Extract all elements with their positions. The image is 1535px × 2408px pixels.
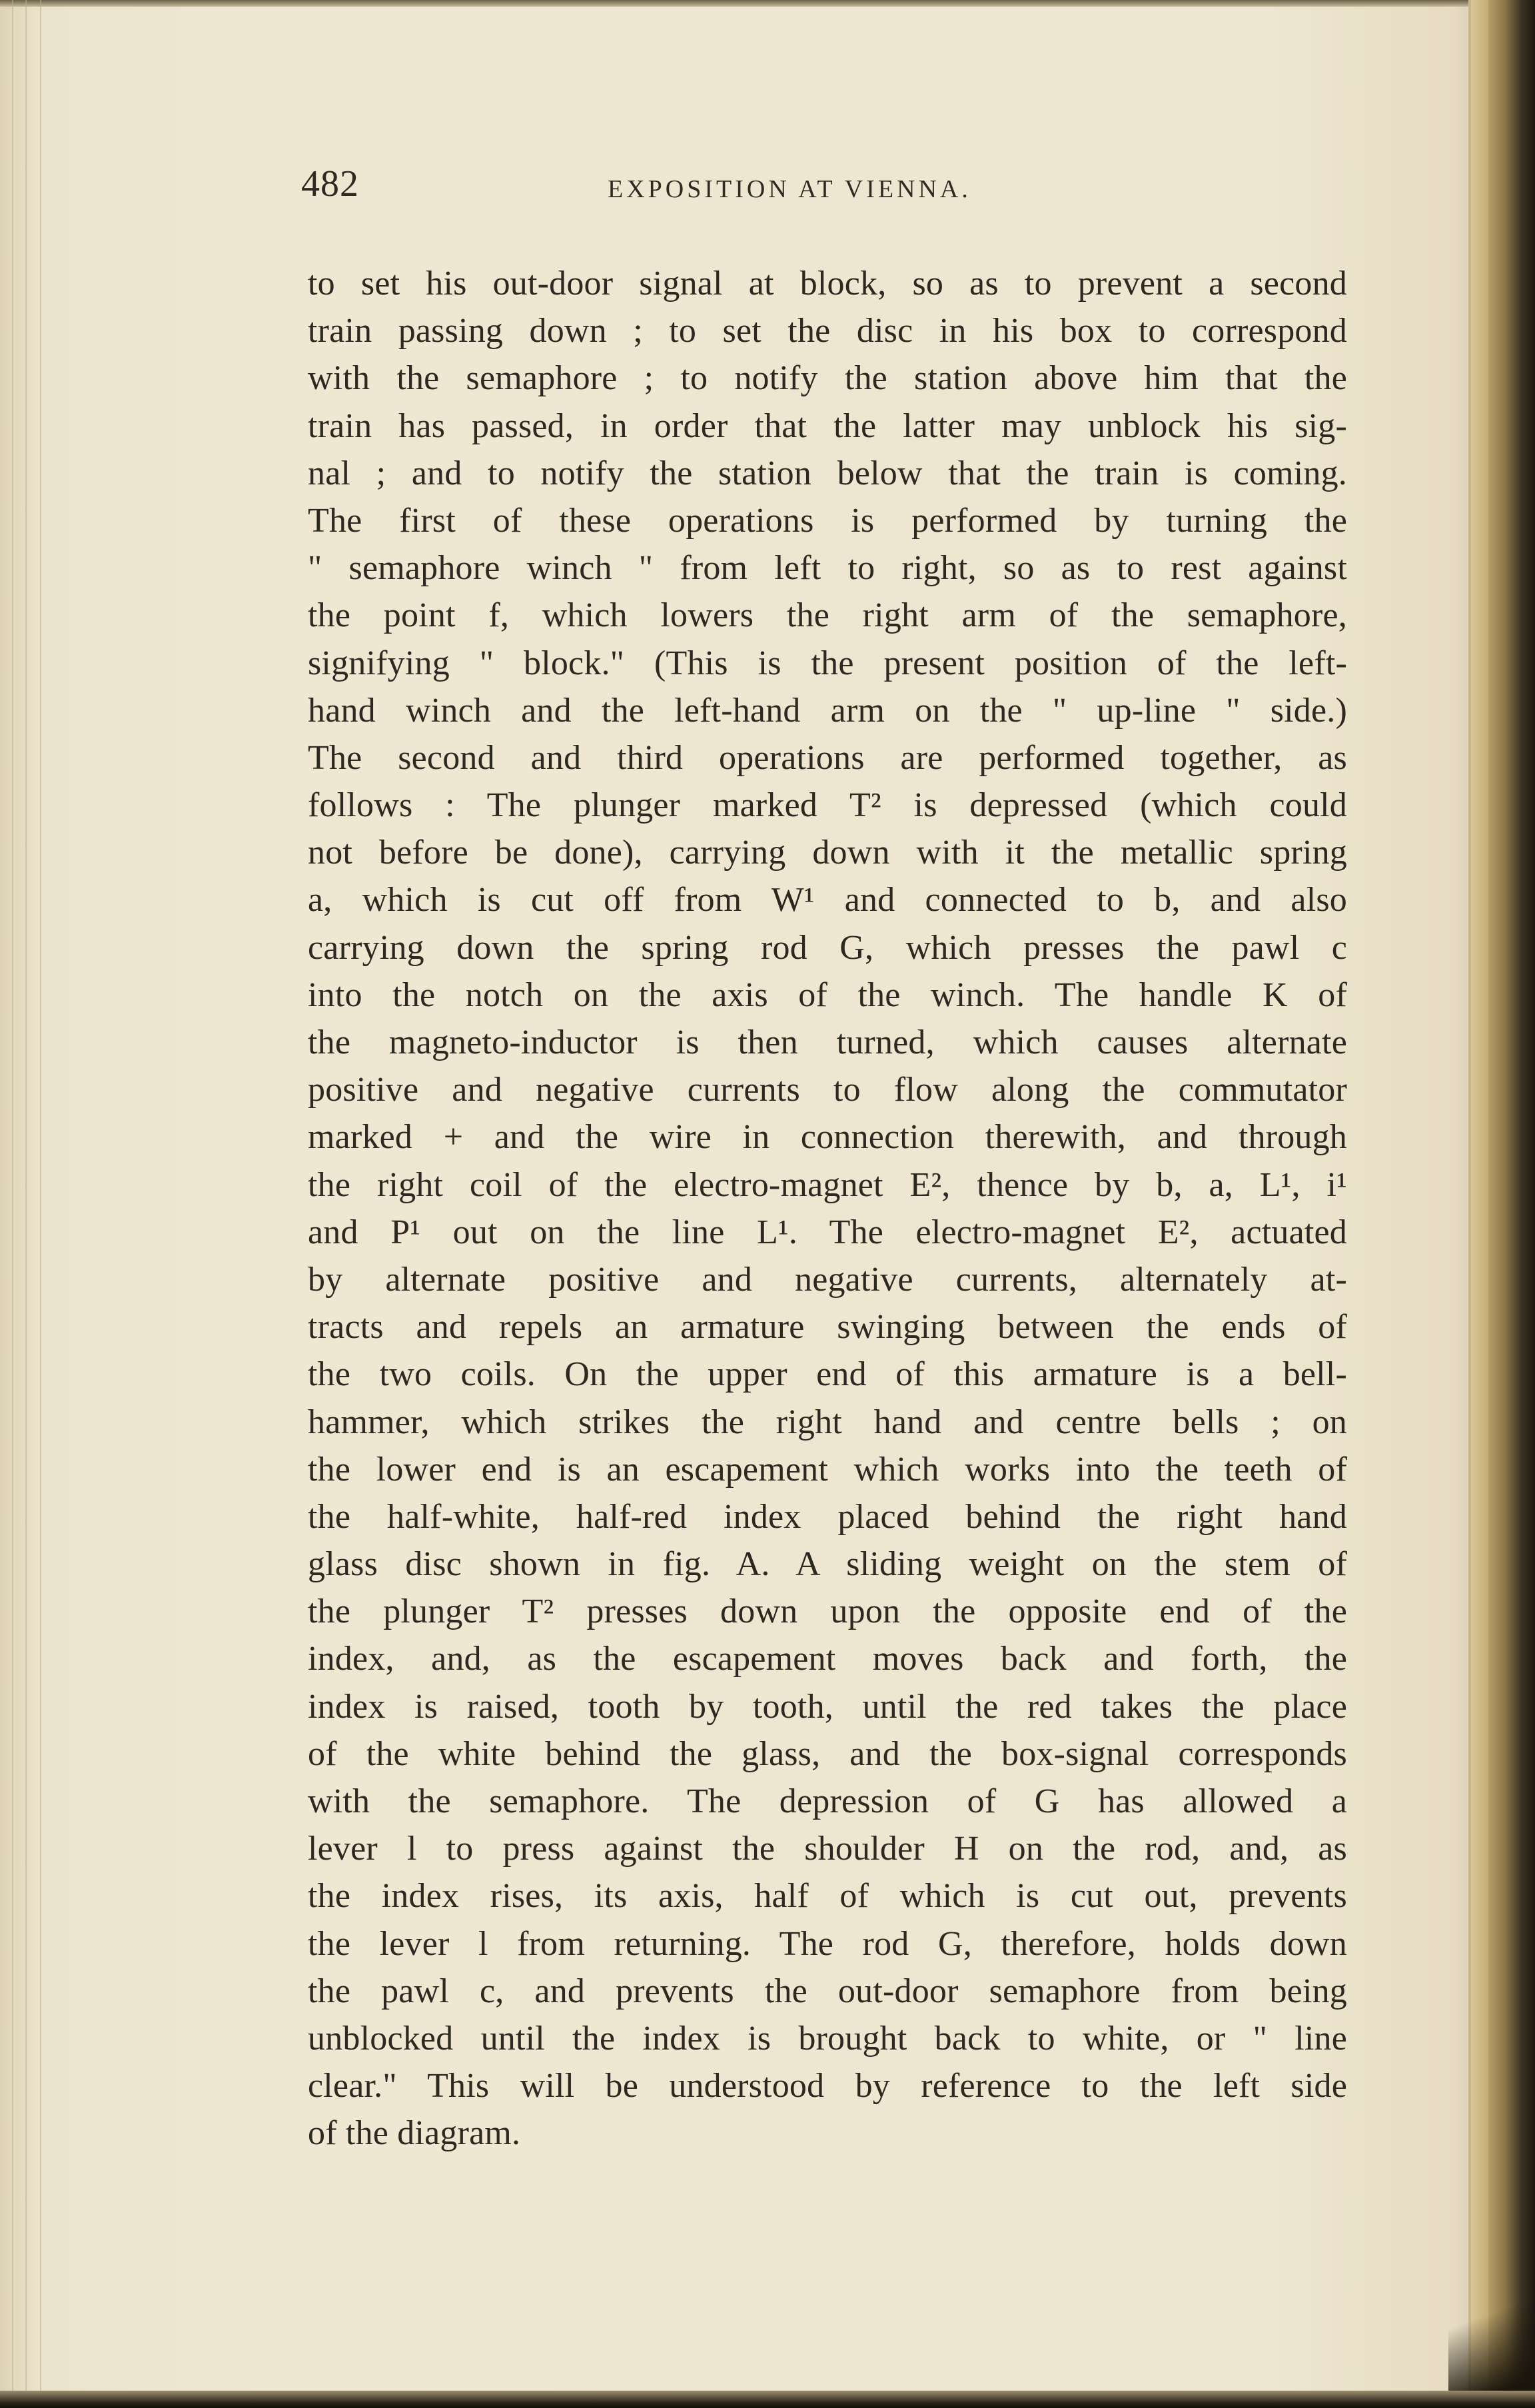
text-line: carrying down the spring rod G, which presses the pawl c [308, 928, 1347, 967]
running-head: EXPOSITION AT VIENNA. [608, 175, 971, 203]
text-line: to set his out-door signal at block, so as to prevent a second [308, 265, 1347, 302]
text-line: train passing down ; to set the disc in his box to correspond [308, 312, 1347, 350]
text-line: lever l to press against the shoulder H on the rod, and, as [308, 1830, 1347, 1868]
text-line: follows : The plunger marked T² is depressed (which could [308, 786, 1347, 825]
text-line: the index rises, its axis, half of which is cut out, prevents [308, 1877, 1347, 1916]
text-line: the pawl c, and prevents the out-door semaphore from being [308, 1972, 1347, 2010]
top-edge [0, 0, 1535, 7]
text-line: signifying " block." (This is the present position of the left- [308, 644, 1347, 682]
text-line: the two coils. On the upper end of this armature is a bell- [308, 1355, 1347, 1394]
text-line: with the semaphore ; to notify the station above him that the [308, 359, 1347, 398]
text-line: the right coil of the electro-magnet E², thence by b, a, L¹, i¹ [308, 1165, 1347, 1204]
page-number: 482 [301, 163, 359, 205]
text-line: positive and negative currents to flow along the commutator [308, 1071, 1347, 1109]
gutter-line [40, 0, 41, 2408]
text-line: not before be done), carrying down with it the metallic spring [308, 834, 1347, 872]
text-line: of the diagram. [308, 2114, 521, 2153]
gutter-line [12, 0, 13, 2408]
text-line: a, which is cut off from W¹ and connected to b, and also [308, 881, 1347, 919]
text-line: the plunger T² presses down upon the opposite end of the [308, 1592, 1347, 1631]
corner-shadow [1448, 2255, 1535, 2408]
text-line: train has passed, in order that the latter may unblock his sig- [308, 406, 1347, 445]
text-line: the magneto-inductor is then turned, which causes alternate [308, 1023, 1347, 1061]
text-line: index, and, as the escapement moves back and forth, the [308, 1640, 1347, 1678]
page-header [301, 163, 1354, 216]
text-line: the lever l from returning. The rod G, therefore, holds down [308, 1924, 1347, 1963]
text-line: into the notch on the axis of the winch. The handle K of [308, 975, 1347, 1014]
text-line: the half-white, half-red index placed behind the right hand [308, 1497, 1347, 1536]
text-line: by alternate positive and negative currents, alternately at- [308, 1260, 1347, 1299]
body-text [308, 260, 1347, 2157]
text-line: " semaphore winch " from left to right, so as to rest against [308, 549, 1347, 588]
text-line: The first of these operations is performed by turning the [308, 501, 1347, 540]
right-page-stack [1471, 0, 1488, 2408]
text-line: index is raised, tooth by tooth, until the red takes the place [308, 1687, 1347, 1726]
text-line: with the semaphore. The depression of G has allowed a [308, 1782, 1347, 1820]
text-line: glass disc shown in fig. A. A sliding weight on the stem of [308, 1545, 1347, 1584]
bottom-edge [0, 2391, 1535, 2408]
text-line: of the white behind the glass, and the box-signal corresponds [308, 1734, 1347, 1773]
text-line: marked + and the wire in connection therewith, and through [308, 1118, 1347, 1157]
text-line: and P¹ out on the line L¹. The electro-magnet E², actuated [308, 1213, 1347, 1251]
text-line: the point f, which lowers the right arm of the semaphore, [308, 596, 1347, 635]
gutter-line [25, 0, 27, 2408]
text-line: tracts and repels an armature swinging between the ends of [308, 1308, 1347, 1347]
text-line: hand winch and the left-hand arm on the " up-line " side.) [308, 691, 1347, 730]
text-line: hammer, which strikes the right hand and centre bells ; on [308, 1403, 1347, 1441]
text-line: The second and third operations are performed together, as [308, 738, 1347, 777]
text-line: unblocked until the index is brought back to white, or " line [308, 2019, 1347, 2058]
text-line: the lower end is an escapement which works into the teeth of [308, 1450, 1347, 1489]
text-line: clear." This will be understood by reference to the left side [308, 2067, 1347, 2106]
text-line: nal ; and to notify the station below that the train is coming. [308, 454, 1347, 492]
